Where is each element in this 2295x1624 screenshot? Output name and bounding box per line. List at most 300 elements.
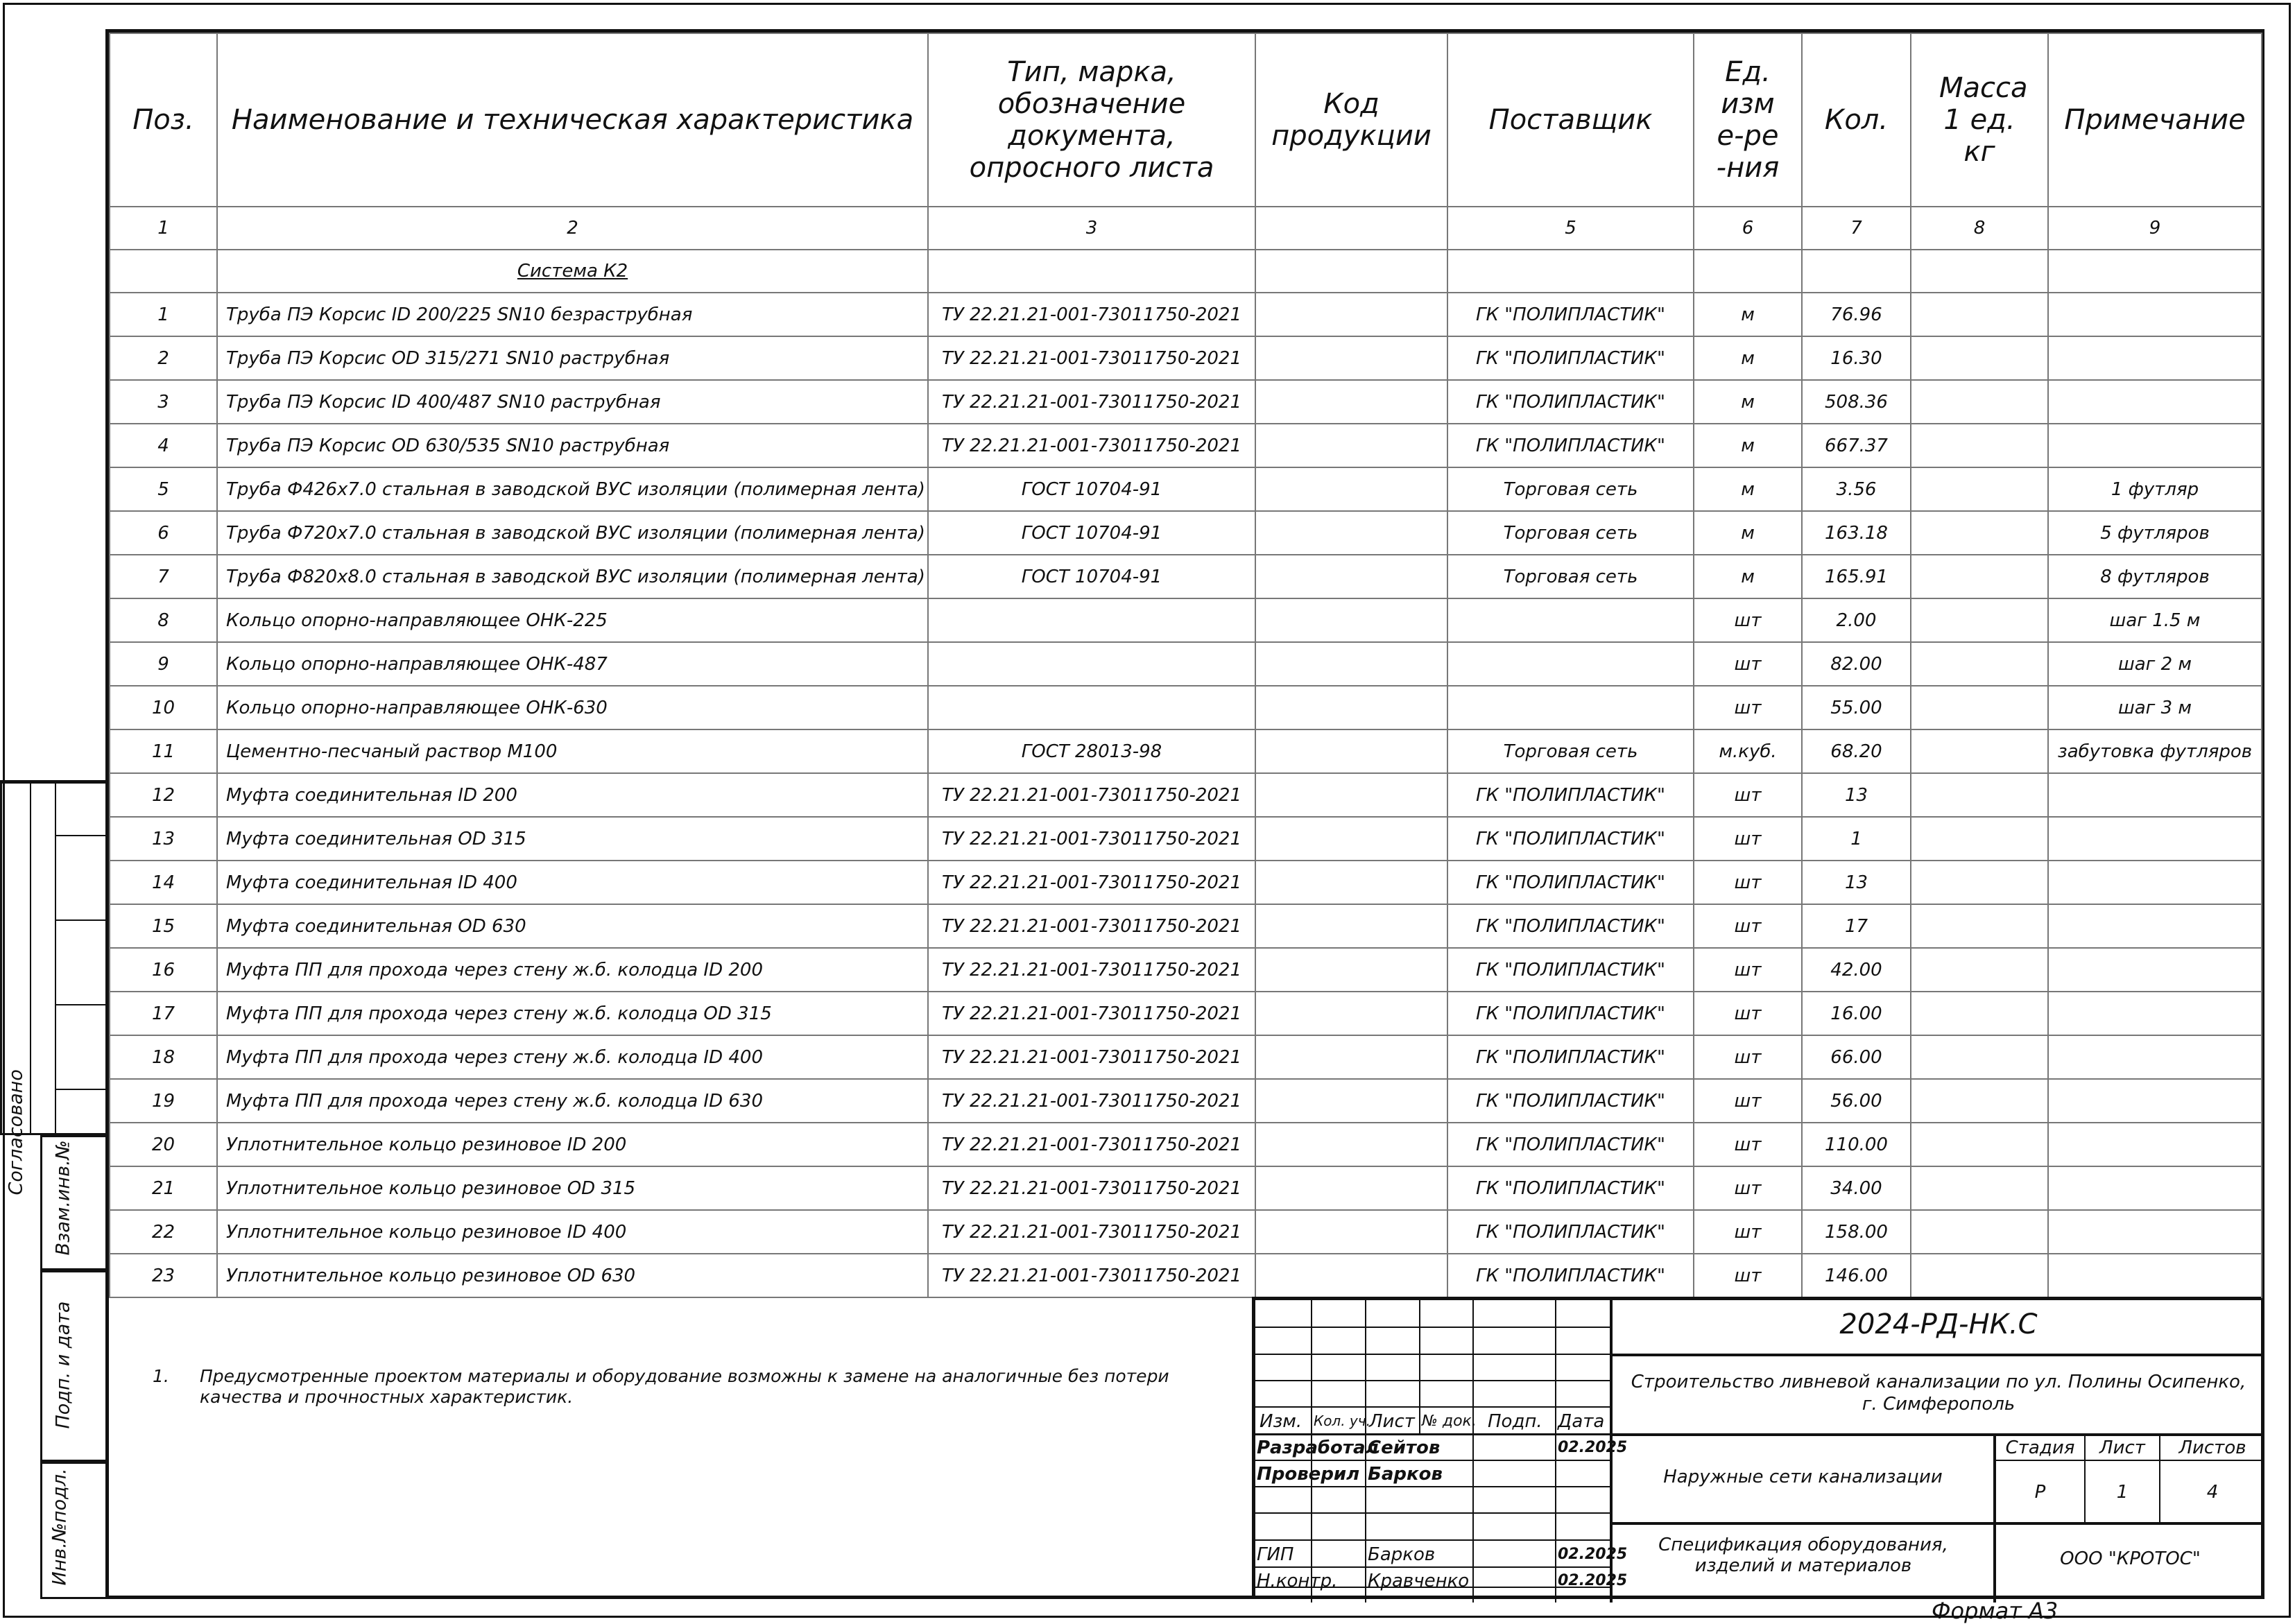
- row-supplier: ГК "ПОЛИПЛАСТИК": [1447, 773, 1694, 817]
- side-stamp-replace-inv: [40, 1135, 105, 1270]
- row-supplier: [1447, 686, 1694, 729]
- row-unit: м: [1694, 293, 1802, 336]
- row-qty: 146.00: [1802, 1254, 1911, 1297]
- row-code: [1255, 1079, 1447, 1123]
- col-ndoc: № док.: [1422, 1413, 1477, 1430]
- role-gip: ГИП: [1257, 1544, 1294, 1565]
- name-normcontrol: Кравченко: [1368, 1571, 1470, 1591]
- row-supplier: ГК "ПОЛИПЛАСТИК": [1447, 336, 1694, 380]
- row-note: [2048, 336, 2262, 380]
- row-qty: 158.00: [1802, 1210, 1911, 1254]
- document-code: 2024-РД-НК.С: [1839, 1308, 2038, 1340]
- header-pos: Поз.: [110, 33, 217, 207]
- table-row: [110, 424, 2262, 467]
- row-supplier: ГК "ПОЛИПЛАСТИК": [1447, 424, 1694, 467]
- row-qty: 76.96: [1802, 293, 1911, 336]
- row-pos: 17: [110, 992, 217, 1035]
- row-qty: 66.00: [1802, 1035, 1911, 1079]
- row-doc: ТУ 22.21.21-001-73011750-2021: [928, 992, 1255, 1035]
- row-name: Уплотнительное кольцо резиновое ID 400: [217, 1210, 928, 1254]
- row-pos: 11: [110, 729, 217, 773]
- col-list: Лист: [1369, 1411, 1415, 1432]
- row-qty: 165.91: [1802, 555, 1911, 598]
- row-pos: 2: [110, 336, 217, 380]
- row-doc: ТУ 22.21.21-001-73011750-2021: [928, 1210, 1255, 1254]
- row-mass: [1911, 293, 2048, 336]
- side-stamp-inv-orig: [40, 1462, 105, 1599]
- row-name: Труба ПЭ Корсис OD 630/535 SN10 раструбная: [217, 424, 928, 467]
- row-doc: ТУ 22.21.21-001-73011750-2021: [928, 817, 1255, 861]
- row-doc: ТУ 22.21.21-001-73011750-2021: [928, 1166, 1255, 1210]
- row-note: [2048, 380, 2262, 424]
- column-number: 8: [1911, 207, 2048, 250]
- replace-inv-label: Взам.инв.№: [52, 1140, 74, 1256]
- col-date: Дата: [1558, 1411, 1605, 1432]
- row-doc: ТУ 22.21.21-001-73011750-2021: [928, 424, 1255, 467]
- row-code: [1255, 336, 1447, 380]
- row-name: Труба Ф820х8.0 стальная в заводской ВУС изоляции (полимерная лента): [217, 555, 928, 598]
- tb-line: [1255, 1486, 1610, 1487]
- row-note: [2048, 773, 2262, 817]
- row-name: Труба Ф426х7.0 стальная в заводской ВУС изоляции (полимерная лента): [217, 467, 928, 511]
- note-number: 1.: [153, 1366, 169, 1386]
- row-doc: [928, 598, 1255, 642]
- row-unit: м: [1694, 336, 1802, 380]
- specification-table: [109, 33, 2262, 1298]
- column-number: 5: [1447, 207, 1694, 250]
- row-unit: шт: [1694, 686, 1802, 729]
- row-pos: 18: [110, 1035, 217, 1079]
- column-number: 3: [928, 207, 1255, 250]
- row-name: Кольцо опорно-направляющее ОНК-630: [217, 686, 928, 729]
- row-supplier: Торговая сеть: [1447, 467, 1694, 511]
- col-izm: Изм.: [1260, 1411, 1303, 1432]
- row-qty: 2.00: [1802, 598, 1911, 642]
- tb-line: [1255, 1433, 1610, 1435]
- row-code: [1255, 293, 1447, 336]
- row-supplier: ГК "ПОЛИПЛАСТИК": [1447, 1210, 1694, 1254]
- row-name: Уплотнительное кольцо резиновое ID 200: [217, 1123, 928, 1166]
- row-supplier: ГК "ПОЛИПЛАСТИК": [1447, 904, 1694, 948]
- row-name: Муфта соединительная ID 400: [217, 861, 928, 904]
- row-mass: [1911, 467, 2048, 511]
- row-mass: [1911, 948, 2048, 992]
- tb-line: [1472, 1300, 1474, 1603]
- role-normcontrol: Н.контр.: [1257, 1571, 1338, 1591]
- row-name: Цементно-песчаный раствор М100: [217, 729, 928, 773]
- row-mass: [1911, 904, 2048, 948]
- name-checker: Барков: [1368, 1464, 1443, 1485]
- row-code: [1255, 598, 1447, 642]
- row-mass: [1911, 598, 2048, 642]
- row-mass: [1911, 1035, 2048, 1079]
- tb-line: [1613, 1522, 2264, 1525]
- row-note: [2048, 1035, 2262, 1079]
- role-developer: Разработал: [1257, 1437, 1379, 1458]
- table-row: [110, 948, 2262, 992]
- row-pos: 13: [110, 817, 217, 861]
- stage-value: Р: [2034, 1482, 2046, 1503]
- row-qty: 163.18: [1802, 511, 1911, 555]
- row-note: [2048, 1254, 2262, 1297]
- row-pos: 1: [110, 293, 217, 336]
- stamp-line: [55, 919, 108, 921]
- tb-line: [1255, 1380, 1610, 1381]
- row-qty: 110.00: [1802, 1123, 1911, 1166]
- section-title: Наружные сети канализации: [1663, 1467, 1943, 1487]
- inv-orig-label: Инв.№подл.: [49, 1468, 71, 1586]
- row-doc: ТУ 22.21.21-001-73011750-2021: [928, 1079, 1255, 1123]
- row-supplier: ГК "ПОЛИПЛАСТИК": [1447, 817, 1694, 861]
- role-checker: Проверил: [1257, 1464, 1360, 1485]
- table-row: [110, 1254, 2262, 1297]
- note-text: Предусмотренные проектом материалы и оборудование возможны к замене на аналогичные без потери качества и прочностных характеристик.: [200, 1366, 1169, 1407]
- table-row: [110, 511, 2262, 555]
- row-note: [2048, 293, 2262, 336]
- row-qty: 16.30: [1802, 336, 1911, 380]
- stamp-line: [55, 1089, 108, 1090]
- sheet-label: Лист: [2099, 1437, 2145, 1458]
- table-row: [110, 336, 2262, 380]
- name-gip: Барков: [1368, 1544, 1436, 1565]
- table-row: [110, 1166, 2262, 1210]
- table-row: [110, 380, 2262, 424]
- row-supplier: ГК "ПОЛИПЛАСТИК": [1447, 1123, 1694, 1166]
- row-unit: шт: [1694, 992, 1802, 1035]
- row-unit: шт: [1694, 1254, 1802, 1297]
- row-supplier: ГК "ПОЛИПЛАСТИК": [1447, 293, 1694, 336]
- column-number: 6: [1694, 207, 1802, 250]
- row-note: [2048, 1166, 2262, 1210]
- row-code: [1255, 861, 1447, 904]
- row-qty: 1: [1802, 817, 1911, 861]
- row-qty: 667.37: [1802, 424, 1911, 467]
- row-mass: [1911, 336, 2048, 380]
- row-unit: м: [1694, 424, 1802, 467]
- row-code: [1255, 1123, 1447, 1166]
- empty-cell: [1255, 250, 1447, 293]
- tb-line: [1255, 1406, 1610, 1408]
- empty-cell: [928, 250, 1255, 293]
- tb-line: [1255, 1512, 1610, 1514]
- row-supplier: Торговая сеть: [1447, 511, 1694, 555]
- row-name: Муфта ПП для прохода через стену ж.б. колодца ID 200: [217, 948, 928, 992]
- row-note: [2048, 861, 2262, 904]
- row-qty: 68.20: [1802, 729, 1911, 773]
- header-code: Код продукции: [1255, 33, 1447, 207]
- format-label: Формат А3: [1932, 1598, 2058, 1624]
- row-doc: ТУ 22.21.21-001-73011750-2021: [928, 773, 1255, 817]
- row-unit: м.куб.: [1694, 729, 1802, 773]
- sign-date-label: Подп. и дата: [52, 1301, 74, 1429]
- row-name: Муфта соединительная OD 630: [217, 904, 928, 948]
- table-row: [110, 642, 2262, 686]
- row-mass: [1911, 1079, 2048, 1123]
- row-supplier: ГК "ПОЛИПЛАСТИК": [1447, 1035, 1694, 1079]
- row-note: 5 футляров: [2048, 511, 2262, 555]
- table-row: [110, 1035, 2262, 1079]
- header-qty: Кол.: [1802, 33, 1911, 207]
- row-pos: 5: [110, 467, 217, 511]
- row-mass: [1911, 511, 2048, 555]
- tb-line: [1993, 1433, 1996, 1603]
- row-name: Муфта ПП для прохода через стену ж.б. колодца ID 630: [217, 1079, 928, 1123]
- row-unit: шт: [1694, 1079, 1802, 1123]
- row-doc: [928, 642, 1255, 686]
- row-code: [1255, 1035, 1447, 1079]
- row-supplier: ГК "ПОЛИПЛАСТИК": [1447, 992, 1694, 1035]
- row-pos: 20: [110, 1123, 217, 1166]
- date-gip: 02.2025: [1558, 1546, 1628, 1563]
- row-unit: м: [1694, 511, 1802, 555]
- row-doc: ТУ 22.21.21-001-73011750-2021: [928, 1123, 1255, 1166]
- header-unit: Ед. изме-ре-ния: [1694, 33, 1802, 207]
- row-pos: 16: [110, 948, 217, 992]
- tb-line: [1255, 1354, 1610, 1355]
- row-pos: 9: [110, 642, 217, 686]
- row-name: Кольцо опорно-направляющее ОНК-225: [217, 598, 928, 642]
- row-qty: 42.00: [1802, 948, 1911, 992]
- row-doc: ГОСТ 10704-91: [928, 555, 1255, 598]
- row-unit: м: [1694, 467, 1802, 511]
- stamp-line: [2, 782, 108, 784]
- row-pos: 12: [110, 773, 217, 817]
- row-pos: 14: [110, 861, 217, 904]
- table-row: [110, 861, 2262, 904]
- column-number: 2: [217, 207, 928, 250]
- row-doc: [928, 686, 1255, 729]
- side-stamp-sign-date: [40, 1270, 105, 1462]
- row-mass: [1911, 555, 2048, 598]
- stamp-line: [55, 835, 108, 836]
- row-supplier: ГК "ПОЛИПЛАСТИК": [1447, 861, 1694, 904]
- row-doc: ГОСТ 10704-91: [928, 511, 1255, 555]
- column-number: 1: [110, 207, 217, 250]
- row-note: 8 футляров: [2048, 555, 2262, 598]
- row-mass: [1911, 1254, 2048, 1297]
- row-qty: 17: [1802, 904, 1911, 948]
- tb-line: [1419, 1300, 1420, 1433]
- col-kol: Кол. уч.: [1314, 1413, 1370, 1429]
- row-name: Муфта ПП для прохода через стену ж.б. колодца ID 400: [217, 1035, 928, 1079]
- row-qty: 508.36: [1802, 380, 1911, 424]
- sheets-value: 4: [2206, 1482, 2219, 1503]
- row-qty: 34.00: [1802, 1166, 1911, 1210]
- row-code: [1255, 380, 1447, 424]
- row-name: Труба Ф720х7.0 стальная в заводской ВУС изоляции (полимерная лента): [217, 511, 928, 555]
- row-code: [1255, 817, 1447, 861]
- column-number: 7: [1802, 207, 1911, 250]
- row-mass: [1911, 424, 2048, 467]
- tb-line: [1255, 1539, 1610, 1541]
- row-doc: ТУ 22.21.21-001-73011750-2021: [928, 380, 1255, 424]
- row-code: [1255, 992, 1447, 1035]
- empty-cell: [2048, 250, 2262, 293]
- row-unit: шт: [1694, 1123, 1802, 1166]
- row-mass: [1911, 992, 2048, 1035]
- table-row: [110, 817, 2262, 861]
- row-mass: [1911, 817, 2048, 861]
- table-row: [110, 293, 2262, 336]
- row-name: Труба ПЭ Корсис OD 315/271 SN10 раструбная: [217, 336, 928, 380]
- row-unit: шт: [1694, 1166, 1802, 1210]
- row-doc: ТУ 22.21.21-001-73011750-2021: [928, 904, 1255, 948]
- row-pos: 8: [110, 598, 217, 642]
- row-note: [2048, 948, 2262, 992]
- row-supplier: ГК "ПОЛИПЛАСТИК": [1447, 1254, 1694, 1297]
- row-note: шаг 1.5 м: [2048, 598, 2262, 642]
- tb-line: [1255, 1327, 1610, 1328]
- row-supplier: Торговая сеть: [1447, 729, 1694, 773]
- row-note: шаг 3 м: [2048, 686, 2262, 729]
- table-row: [110, 598, 2262, 642]
- row-code: [1255, 948, 1447, 992]
- row-doc: ГОСТ 28013-98: [928, 729, 1255, 773]
- tb-line: [1993, 1460, 2264, 1461]
- row-supplier: [1447, 598, 1694, 642]
- row-pos: 21: [110, 1166, 217, 1210]
- row-code: [1255, 1210, 1447, 1254]
- table-row: [110, 992, 2262, 1035]
- row-qty: 3.56: [1802, 467, 1911, 511]
- title-block: [1252, 1297, 2261, 1599]
- table-row: [110, 729, 2262, 773]
- row-note: 1 футляр: [2048, 467, 2262, 511]
- row-note: [2048, 817, 2262, 861]
- row-pos: 10: [110, 686, 217, 729]
- row-unit: м: [1694, 555, 1802, 598]
- row-supplier: Торговая сеть: [1447, 555, 1694, 598]
- row-supplier: ГК "ПОЛИПЛАСТИК": [1447, 1166, 1694, 1210]
- col-podp: Подп.: [1488, 1411, 1542, 1432]
- row-code: [1255, 424, 1447, 467]
- column-number: 9: [2048, 207, 2262, 250]
- row-qty: 55.00: [1802, 686, 1911, 729]
- tb-line: [1555, 1300, 1556, 1603]
- row-doc: ТУ 22.21.21-001-73011750-2021: [928, 861, 1255, 904]
- row-code: [1255, 1166, 1447, 1210]
- header-note: Примечание: [2048, 33, 2262, 207]
- row-unit: шт: [1694, 598, 1802, 642]
- row-mass: [1911, 773, 2048, 817]
- row-mass: [1911, 642, 2048, 686]
- row-pos: 22: [110, 1210, 217, 1254]
- row-supplier: [1447, 642, 1694, 686]
- table-row: [110, 467, 2262, 511]
- tb-line: [1613, 1354, 2264, 1356]
- row-note: [2048, 424, 2262, 467]
- row-mass: [1911, 1210, 2048, 1254]
- row-code: [1255, 555, 1447, 598]
- date-developer: 02.2025: [1558, 1439, 1628, 1456]
- row-code: [1255, 1254, 1447, 1297]
- column-number: [1255, 207, 1447, 250]
- row-unit: шт: [1694, 948, 1802, 992]
- agreed-label: Согласовано: [5, 1069, 27, 1195]
- row-mass: [1911, 861, 2048, 904]
- row-code: [1255, 729, 1447, 773]
- row-unit: шт: [1694, 773, 1802, 817]
- row-supplier: ГК "ПОЛИПЛАСТИК": [1447, 948, 1694, 992]
- row-code: [1255, 511, 1447, 555]
- empty-cell: [110, 250, 217, 293]
- row-pos: 15: [110, 904, 217, 948]
- table-row: [110, 904, 2262, 948]
- row-pos: 6: [110, 511, 217, 555]
- row-unit: шт: [1694, 1210, 1802, 1254]
- system-title: Система К2: [217, 250, 928, 293]
- tb-line: [1255, 1460, 1610, 1461]
- row-code: [1255, 773, 1447, 817]
- sheet-title: Спецификация оборудования, изделий и материалов: [1658, 1535, 1948, 1576]
- row-pos: 19: [110, 1079, 217, 1123]
- row-code: [1255, 904, 1447, 948]
- date-normcontrol: 02.2025: [1558, 1572, 1628, 1589]
- row-name: Муфта соединительная OD 315: [217, 817, 928, 861]
- stamp-line: [30, 782, 31, 1133]
- row-doc: ТУ 22.21.21-001-73011750-2021: [928, 336, 1255, 380]
- stage-label: Стадия: [2005, 1437, 2075, 1458]
- empty-cell: [1447, 250, 1694, 293]
- row-unit: шт: [1694, 904, 1802, 948]
- row-pos: 23: [110, 1254, 217, 1297]
- table-row: [110, 1079, 2262, 1123]
- table-row: [110, 686, 2262, 729]
- row-unit: шт: [1694, 1035, 1802, 1079]
- table-row: [110, 555, 2262, 598]
- row-name: Труба ПЭ Корсис ID 200/225 SN10 безраструбная: [217, 293, 928, 336]
- row-note: [2048, 904, 2262, 948]
- row-note: [2048, 1123, 2262, 1166]
- row-name: Кольцо опорно-направляющее ОНК-487: [217, 642, 928, 686]
- company-name: ООО "КРОТОС": [2060, 1548, 2201, 1569]
- table-header-row: [110, 33, 2262, 207]
- row-doc: ГОСТ 10704-91: [928, 467, 1255, 511]
- header-name: Наименование и техническая характеристика: [217, 33, 928, 207]
- row-qty: 16.00: [1802, 992, 1911, 1035]
- row-note: [2048, 1079, 2262, 1123]
- row-name: Муфта соединительная ID 200: [217, 773, 928, 817]
- row-name: Муфта ПП для прохода через стену ж.б. колодца OD 315: [217, 992, 928, 1035]
- row-name: Труба ПЭ Корсис ID 400/487 SN10 раструбная: [217, 380, 928, 424]
- row-mass: [1911, 729, 2048, 773]
- empty-cell: [1802, 250, 1911, 293]
- side-stamp-agreed: [0, 780, 105, 1195]
- column-number-row: [110, 207, 2262, 250]
- row-qty: 82.00: [1802, 642, 1911, 686]
- row-name: Уплотнительное кольцо резиновое OD 315: [217, 1166, 928, 1210]
- row-qty: 56.00: [1802, 1079, 1911, 1123]
- row-pos: 7: [110, 555, 217, 598]
- row-supplier: ГК "ПОЛИПЛАСТИК": [1447, 1079, 1694, 1123]
- table-row: [110, 1123, 2262, 1166]
- row-mass: [1911, 1123, 2048, 1166]
- table-row: [110, 1210, 2262, 1254]
- empty-cell: [1694, 250, 1802, 293]
- name-developer: Сейтов: [1368, 1437, 1441, 1458]
- tb-line: [1255, 1566, 1610, 1568]
- row-mass: [1911, 1166, 2048, 1210]
- tb-line: [1613, 1433, 2264, 1436]
- row-unit: шт: [1694, 861, 1802, 904]
- sheet-value: 1: [2116, 1482, 2129, 1503]
- row-doc: ТУ 22.21.21-001-73011750-2021: [928, 948, 1255, 992]
- tb-line: [1365, 1433, 1366, 1603]
- row-note: [2048, 1210, 2262, 1254]
- empty-cell: [1911, 250, 2048, 293]
- row-code: [1255, 642, 1447, 686]
- row-doc: ТУ 22.21.21-001-73011750-2021: [928, 1254, 1255, 1297]
